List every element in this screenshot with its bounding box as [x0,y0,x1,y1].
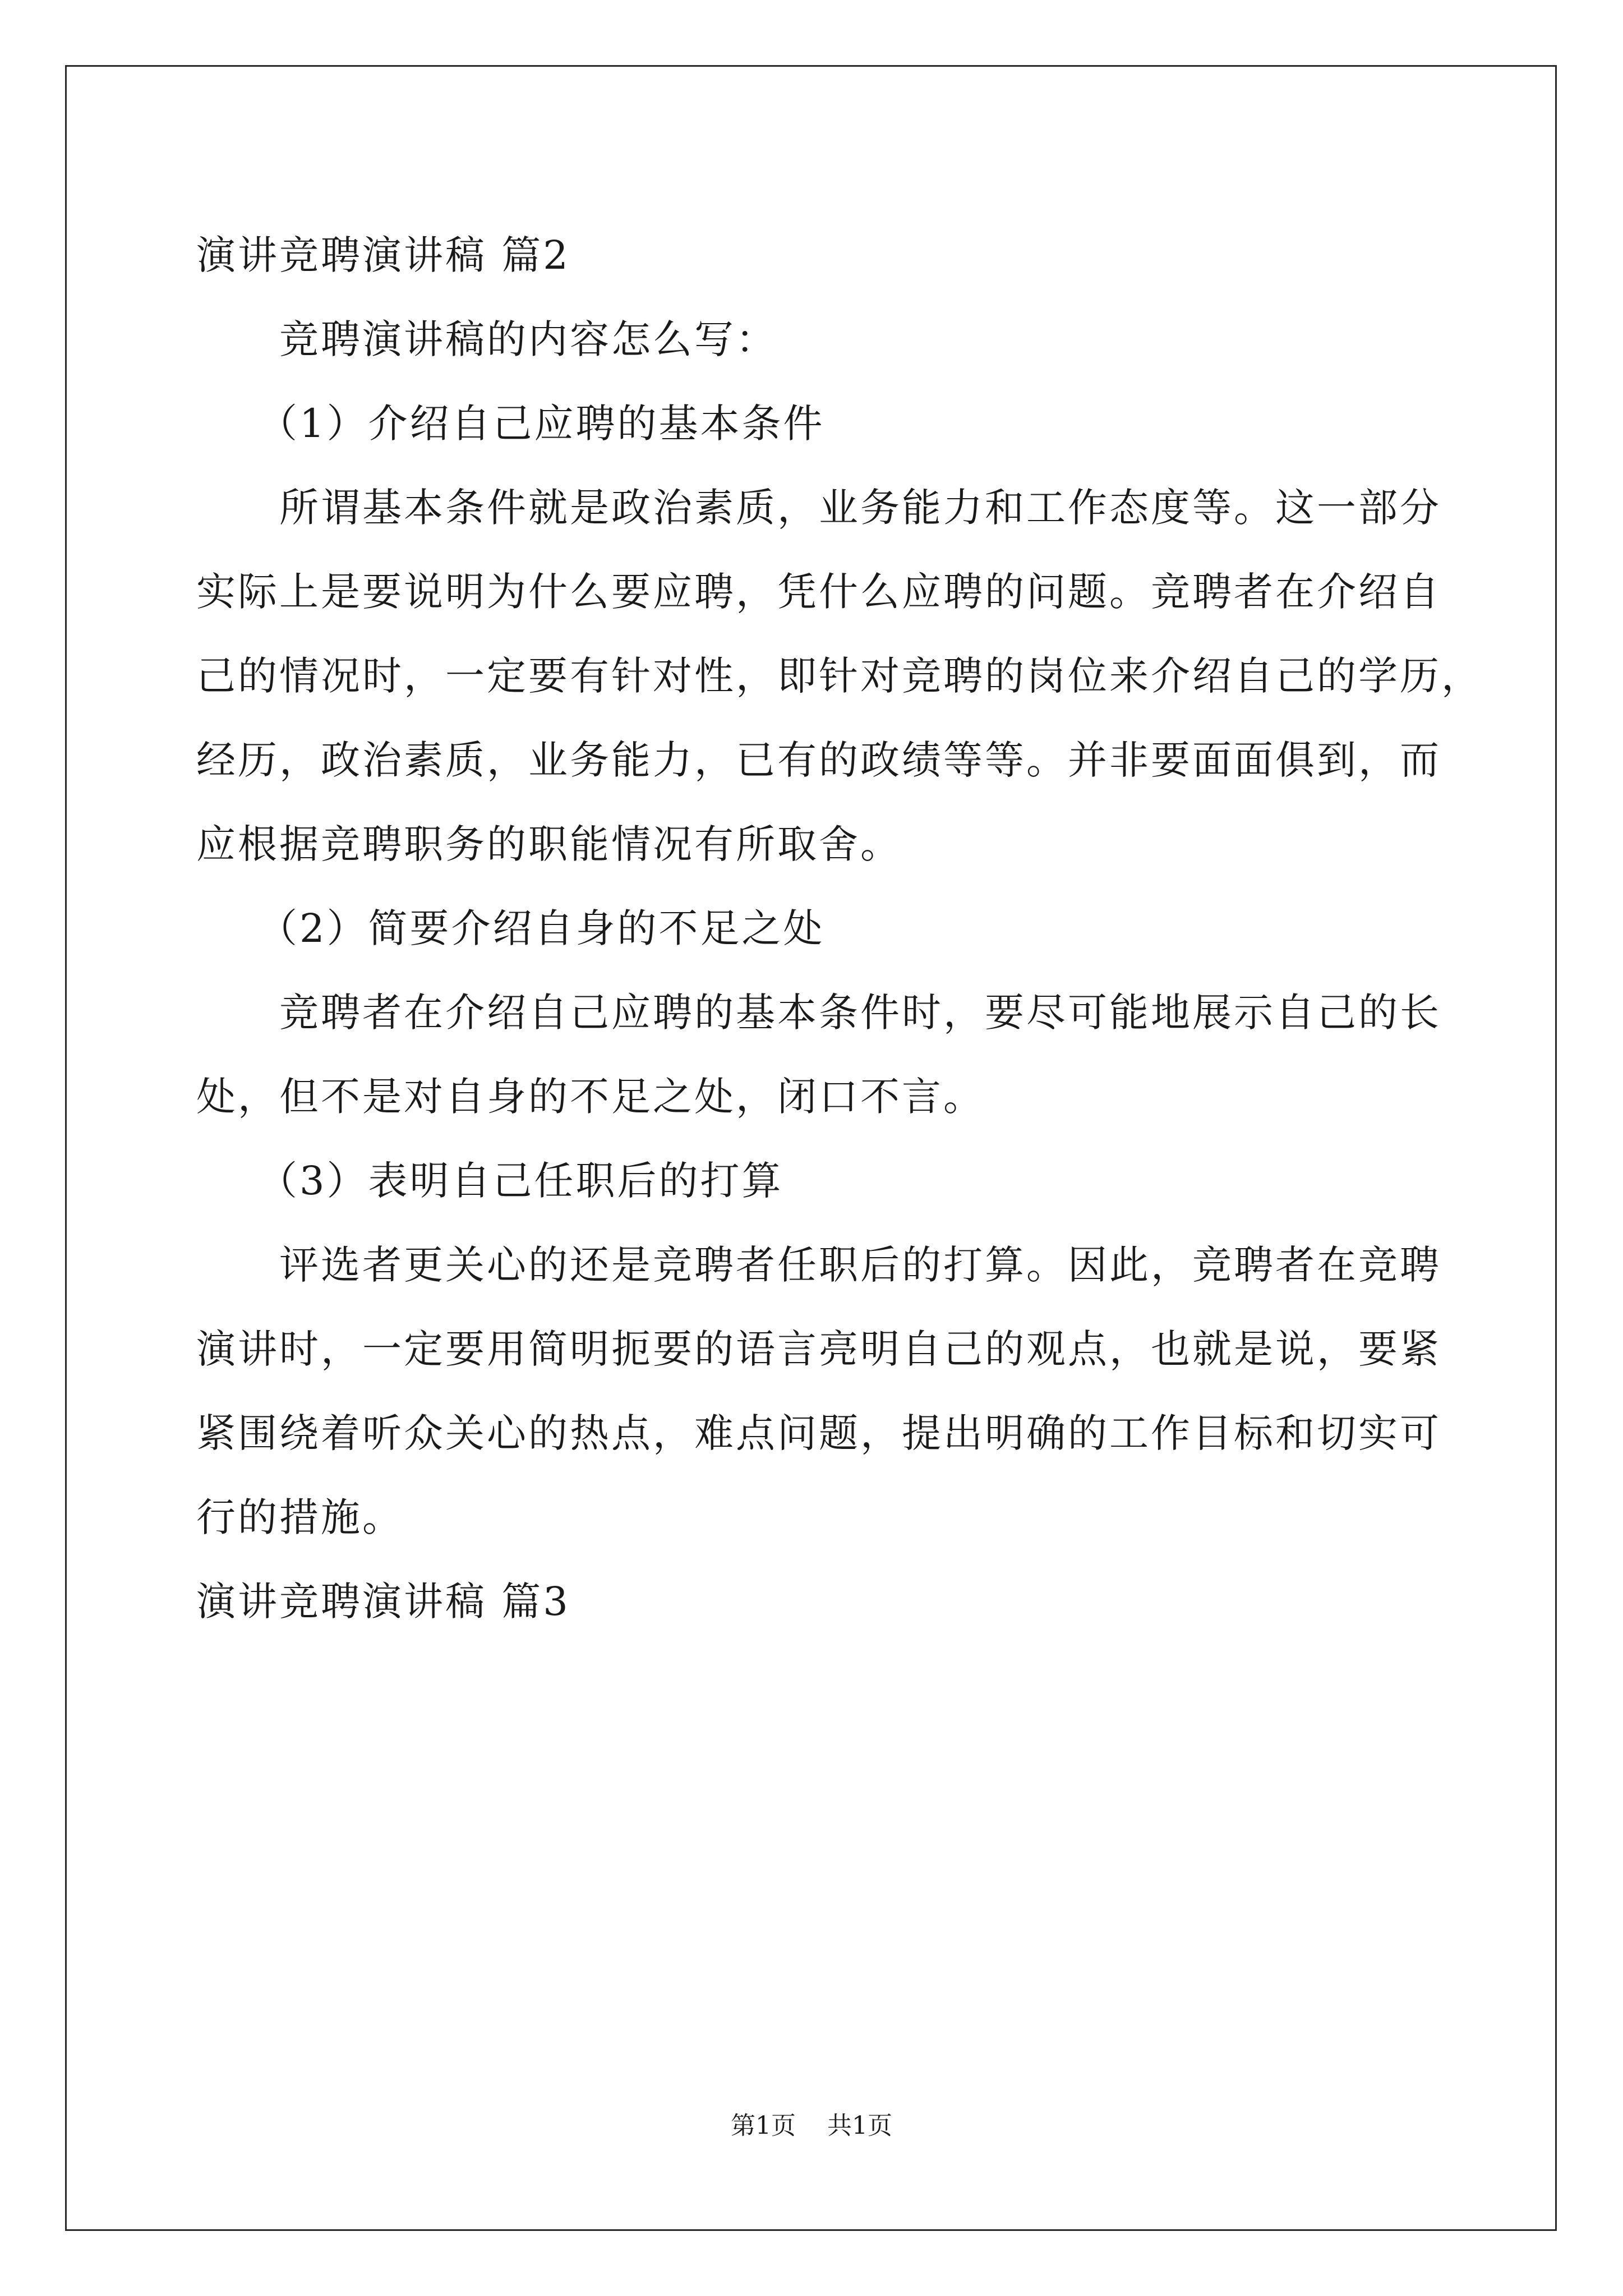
item-heading-1: （1）介绍自己应聘的基本条件 [258,401,825,447]
paragraph-1-line-5: 应根据竞聘职务的职能情况有所取舍。 [196,821,902,867]
paragraph-1-line-2: 实际上是要说明为什么要应聘，凭什么应聘的问题。竞聘者在介绍自 [196,569,1441,615]
paragraph-1-line-3: 己的情况时，一定要有针对性，即针对竞聘的岗位来介绍自己的学历， [196,653,1483,699]
item-heading-3: （3）表明自己任职后的打算 [258,1158,783,1204]
section-heading-2: 演讲竞聘演讲稿 篇2 [196,232,570,278]
paragraph-1-line-4: 经历，政治素质，业务能力，已有的政绩等等。并非要面面俱到，而 [196,737,1441,783]
paragraph-2-line-1: 竞聘者在介绍自己应聘的基本条件时，要尽可能地展示自己的长 [279,990,1441,1036]
paragraph-3-line-3: 紧围绕着听众关心的热点，难点问题，提出明确的工作目标和切实可 [196,1410,1441,1456]
page-footer [0,2109,1623,2143]
page-number: 第1页 [731,2111,796,2140]
paragraph-3-line-2: 演讲时，一定要用简明扼要的语言亮明自己的观点，也就是说，要紧 [196,1326,1441,1372]
paragraph-1-line-1: 所谓基本条件就是政治素质，业务能力和工作态度等。这一部分 [279,485,1441,531]
paragraph-3-line-1: 评选者更关心的还是竞聘者任职后的打算。因此，竞聘者在竞聘 [279,1242,1441,1288]
paragraph-2-line-2: 处，但不是对自身的不足之处，闭口不言。 [196,1074,985,1120]
document-body [196,213,1483,1644]
paragraph-3-line-4: 行的措施。 [196,1494,404,1540]
page-total: 共1页 [827,2111,892,2140]
intro-line: 竞聘演讲稿的内容怎么写： [279,316,777,362]
section-heading-3: 演讲竞聘演讲稿 篇3 [196,1579,570,1625]
item-heading-2: （2）简要介绍自身的不足之处 [258,905,825,951]
